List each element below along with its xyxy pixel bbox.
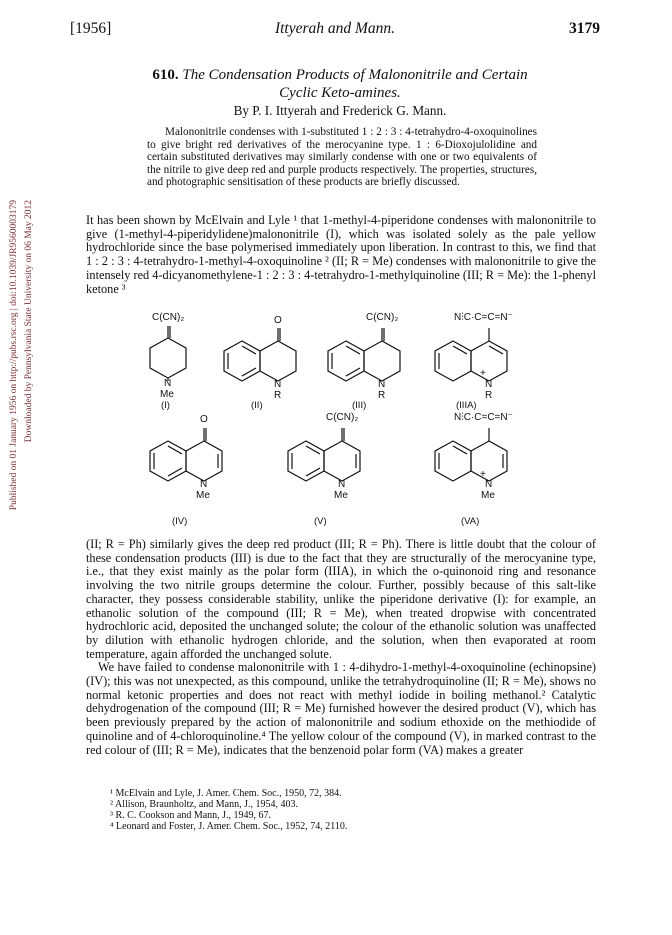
caption-IV: (IV) — [172, 516, 188, 527]
published-line[interactable]: Published on 01 January 1956 on http://pubs.rsc.org | doi:10.1039/JR9560003179 — [9, 200, 19, 511]
running-title: Ittyerah and Mann. — [274, 20, 396, 37]
article-number: 610. — [152, 67, 179, 83]
body-main — [86, 538, 596, 757]
label-VA-plus: + — [480, 469, 486, 480]
caption-V: (V) — [314, 516, 327, 527]
label-I-dicyano: C(CN)₂ — [152, 312, 185, 323]
label-IIIA-plus: + — [480, 368, 486, 379]
label-V-n: N — [338, 479, 346, 490]
label-IV-me: Me — [196, 490, 210, 501]
structure-IV — [150, 428, 222, 481]
running-header — [70, 20, 600, 38]
label-III-dicyano: C(CN)₂ — [366, 312, 399, 323]
structure-III — [328, 328, 400, 381]
abstract-text: Malononitrile condenses with 1-substituted 1 : 2 : 3 : 4-tetrahydro-4-oxoquinolines to give bright red derivatives of the merocyanine type. 1 : 6-Dioxojulolidine and certain substituted derivatives may similarly condense with one or two equivalents of the nitrile to give deep red and purple products respectively. The properties, structures, and photographic sensitisation of these products are briefly discussed. — [147, 126, 537, 189]
intro-paragraph: It has been shown by McElvain and Lyle ¹ that 1-methyl-4-piperidone condenses with malononitrile to give (1-methyl-4-piperidylidene)malononitrile (I), which was isolated solely as the pale yellow hydrochloride since the base polymerised immediately upon liberation. In contrast to this, we find that 1 : 2 : 3 : 4-tetrahydro-1-methyl-4-oxoquinoline ² (II; R = Me) condenses with malononitrile to give the intensely red 4-dicyanomethylene-1 : 2 : 3 : 4-tetrahydro-1-methylquinoline (III; R = Me): the 1-phenyl ketone ³ — [86, 213, 596, 296]
chemical-structures-figure — [86, 306, 596, 530]
body-intro — [86, 214, 596, 296]
structure-IIIA — [435, 328, 507, 381]
label-VA-me: Me — [481, 490, 495, 501]
label-II-r: R — [274, 390, 282, 401]
footnote-3: ³ R. C. Cookson and Mann, J., 1949, 67. — [110, 810, 272, 821]
downloaded-line: Downloaded by Pennsylvania State University on 06 May 2012 — [24, 200, 34, 443]
label-VA-anion: N⫶C·C=C=N⁻ — [454, 412, 513, 423]
label-IV-n: N — [200, 479, 208, 490]
page-number: 3179 — [569, 20, 600, 37]
label-II-n: N — [274, 379, 282, 390]
footnotes — [110, 788, 590, 832]
label-IIIA-r: R — [485, 390, 493, 401]
label-I-me: Me — [160, 389, 174, 400]
caption-VA: (VA) — [461, 516, 480, 527]
label-I-n: N — [164, 378, 172, 389]
paragraph-2: We have failed to condense malononitrile with 1 : 4-dihydro-1-methyl-4-oxoquinoline (echinopsine) (IV); this was not unexpected, as this compound, unlike the tetrahydroquinoline (II; R = Me), shows no normal ketonic properties and does not react with methyl iodide in boiling methanol.² Catalytic dehydrogenation of the compound (III; R = Me) furnished however the desired product (V), which has been previously prepared by the action of malononitrile and sodium ethoxide on the methiodide of quinoline and of 4-chloroquinoline.⁴ The yellow colour of the compound (V), in marked contrast to the red colour of (III; R = Me), indicates that the benzenoid polar form (VA) makes a greater — [86, 660, 596, 757]
journal-year: [1956] — [70, 20, 112, 37]
label-V-dicyano: C(CN)₂ — [326, 412, 359, 423]
title-line-2: Cyclic Keto-amines. — [279, 85, 401, 101]
footnote-1: ¹ McElvain and Lyle, J. Amer. Chem. Soc., 1950, 72, 384. — [110, 788, 342, 799]
download-watermark — [6, 200, 42, 620]
label-III-r: R — [378, 390, 386, 401]
title-line-1: The Condensation Products of Malononitrile and Certain — [182, 67, 528, 83]
structure-VA — [435, 428, 507, 481]
label-VA-n: N — [485, 479, 493, 490]
caption-II: (II) — [251, 400, 263, 411]
label-IV-oxo: O — [200, 414, 208, 425]
structure-II — [224, 328, 296, 381]
abstract — [147, 126, 537, 189]
paragraph-1: (II; R = Ph) similarly gives the deep red product (III; R = Ph). There is little doubt that the colour of these condensation products (III) is due to the fact that they are structurally of the merocyanine type, i.e., that they exist mainly as the polar form (IIIA), in which the o-quinonoid ring and resonance involving the two nitrile groups determine the colour. Further, possibly because of this salt-like character, they possess considerable stability, unlike the piperidone derivative (I): for example, an ethanolic solution of the compound (III; R = Me), when treated dropwise with concentrated hydrochloric acid, deposited the unchanged solute; the colour of the ethanolic solution was unaffected by dilution with ethanolic hydrogen chloride, and the solution, when then evaporated at room temperature, again afforded the unchanged solute. — [86, 537, 596, 661]
label-IIIA-anion: N⫶C·C=C=N⁻ — [454, 312, 513, 323]
caption-I: (I) — [161, 400, 170, 411]
label-V-me: Me — [334, 490, 348, 501]
structure-I — [150, 326, 186, 381]
caption-III: (III) — [352, 400, 367, 411]
structure-V — [288, 428, 360, 481]
label-II-oxo: O — [274, 315, 282, 326]
authors: By P. I. Ittyerah and Frederick G. Mann. — [233, 103, 447, 118]
caption-IIIA: (IIIA) — [456, 400, 477, 411]
label-IIIA-n: N — [485, 379, 493, 390]
label-III-n: N — [378, 379, 386, 390]
footnote-4: ⁴ Leonard and Foster, J. Amer. Chem. Soc., 1952, 74, 2110. — [110, 821, 348, 832]
footnote-2: ² Allison, Braunholtz, and Mann, J., 1954, 403. — [110, 799, 298, 810]
article-title — [80, 66, 600, 102]
